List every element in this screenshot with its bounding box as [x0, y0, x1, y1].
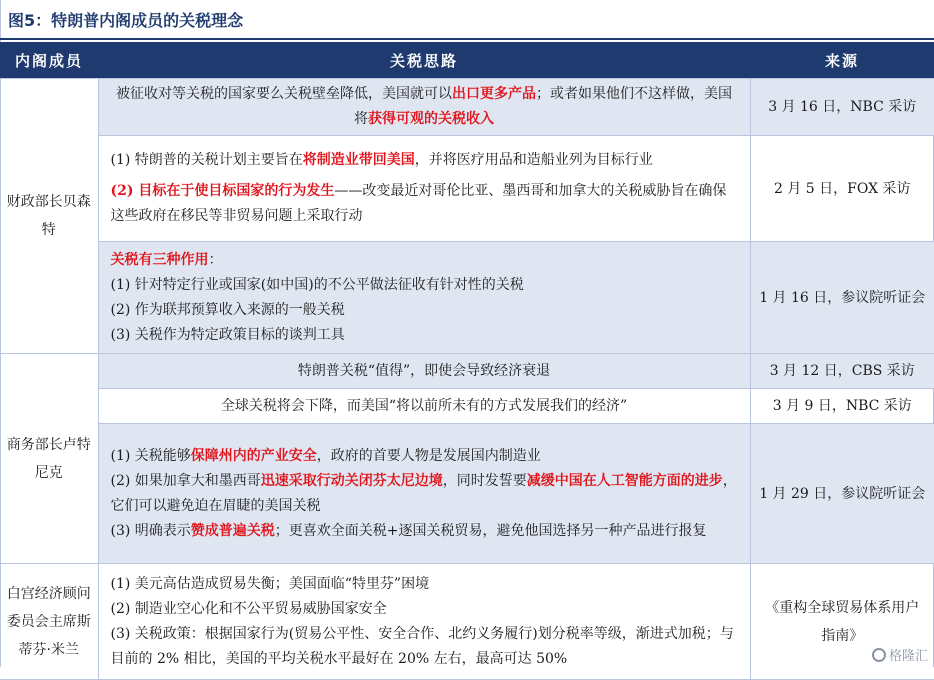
idea-text: ： — [209, 252, 223, 268]
table-row — [0, 354, 934, 389]
idea-highlight: 赞成普遍关税 — [191, 523, 275, 539]
idea-line: (3) 关税作为特定政策目标的谈判工具 — [111, 323, 738, 348]
idea-text: (1) 关税能够 — [111, 448, 191, 464]
idea-highlight: 减缓中国在人工智能方面的进步 — [527, 473, 723, 489]
idea-line: (1) 美元高估造成贸易失衡；美国面临“特里芬”困境 — [111, 572, 738, 597]
idea-text: ——改变最近对哥伦比亚、墨西哥和加拿大的关税威胁旨在确保这些政府在移民等非贸易问题上采取行动 — [111, 183, 727, 224]
idea-text: (3) 明确表示 — [111, 523, 191, 539]
source-cell: 2 月 5 日，FOX 采访 — [750, 136, 934, 242]
source-cell: 3 月 12 日，CBS 采访 — [750, 354, 934, 389]
watermark-text: 格隆汇 — [889, 645, 928, 664]
source-cell: 1 月 29 日，参议院听证会 — [750, 424, 934, 564]
idea-line — [111, 148, 738, 173]
member-miran: 白宫经济顾问委员会主席斯蒂芬·米兰 — [0, 564, 98, 680]
idea-line: (2) 制造业空心化和不公平贸易威胁国家安全 — [111, 597, 738, 622]
table-row — [0, 242, 934, 354]
source-cell: 《重构全球贸易体系用户指南》 — [750, 564, 934, 680]
source-cell: 3 月 9 日，NBC 采访 — [750, 389, 934, 424]
idea-cell — [98, 79, 750, 136]
idea-line: (2) 作为联邦预算收入来源的一般关税 — [111, 298, 738, 323]
idea-highlight: 获得可观的关税收入 — [368, 111, 494, 127]
figure-title: 图5：特朗普内阁成员的关税理念 — [8, 6, 243, 36]
idea-cell — [98, 564, 750, 680]
source-cell: 3 月 16 日，NBC 采访 — [750, 79, 934, 136]
header-source: 来源 — [750, 42, 934, 79]
idea-text: ；更喜欢全面关税+逐国关税贸易，避免他国选择另一种产品进行报复 — [275, 523, 707, 539]
idea-highlight: 将制造业带回美国 — [303, 152, 415, 168]
table-row — [0, 79, 934, 136]
member-lutnick: 商务部长卢特尼克 — [0, 354, 98, 564]
idea-highlight: 迅速采取行动关闭芬太尼边境 — [261, 473, 443, 489]
idea-line — [111, 444, 738, 469]
tariff-table — [0, 42, 934, 680]
idea-text: ，它们可以避免迫在眉睫的美国关税 — [111, 473, 737, 514]
idea-line: (3) 关税政策：根据国家行为(贸易公平性、安全合作、北约义务履行)划分税率等级，渐进式加税；与目前的 2% 相比，美国的平均关税水平最好在 20% 左右，最高可达 50% — [111, 622, 738, 672]
table-row — [0, 424, 934, 564]
idea-cell — [98, 242, 750, 354]
table-row — [0, 389, 934, 424]
idea-cell — [98, 136, 750, 242]
idea-line — [111, 519, 738, 544]
watermark-logo-icon — [872, 648, 886, 662]
idea-text: ，政府的首要人物是发展国内制造业 — [317, 448, 541, 464]
header-idea: 关税思路 — [98, 42, 750, 79]
title-divider — [0, 38, 934, 40]
idea-line — [111, 248, 738, 273]
idea-cell: 全球关税将会下降，而美国“将以前所未有的方式发展我们的经济” — [98, 389, 750, 424]
header-row — [0, 42, 934, 79]
idea-highlight: 关税有三种作用 — [111, 252, 209, 268]
idea-cell: 特朗普关税“值得”，即使会导致经济衰退 — [98, 354, 750, 389]
idea-highlight: 出口更多产品 — [452, 86, 536, 102]
idea-highlight: 保障州内的产业安全 — [191, 448, 317, 464]
idea-line — [111, 179, 738, 229]
idea-text: (1) 特朗普的关税计划主要旨在 — [111, 152, 303, 168]
idea-highlight: (2) 目标在于使目标国家的行为发生 — [111, 183, 335, 199]
table-row — [0, 564, 934, 680]
idea-text: ；或者如果他们不这样做，美国将 — [354, 86, 732, 127]
idea-cell — [98, 424, 750, 564]
idea-line — [111, 469, 738, 519]
idea-text: (2) 如果加拿大和墨西哥 — [111, 473, 261, 489]
idea-line: (1) 针对特定行业或国家(如中国)的不公平做法征收有针对性的关税 — [111, 273, 738, 298]
member-bessent: 财政部长贝森特 — [0, 79, 98, 354]
idea-text: 被征收对等关税的国家要么关税壁垒降低，美国就可以 — [116, 86, 452, 102]
watermark — [872, 645, 928, 664]
source-cell: 1 月 16 日，参议院听证会 — [750, 242, 934, 354]
idea-text: ，同时发誓要 — [443, 473, 527, 489]
table-row — [0, 136, 934, 242]
header-member: 内阁成员 — [0, 42, 98, 79]
idea-text: ，并将医疗用品和造船业列为目标行业 — [415, 152, 653, 168]
